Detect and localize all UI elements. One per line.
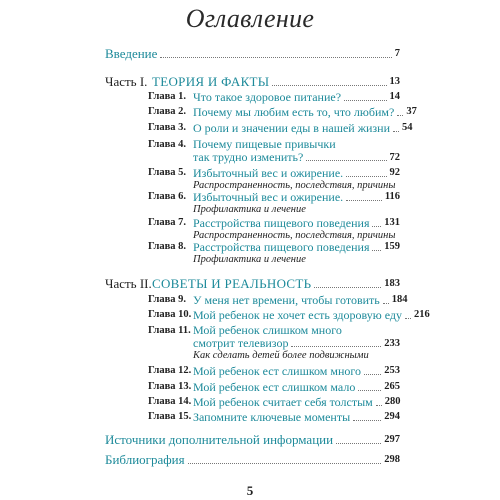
page-number: 5 <box>246 483 254 498</box>
toc-entry-title: Введение <box>105 46 158 61</box>
leader-dots <box>364 374 381 375</box>
chapter-page: 92 <box>389 167 400 178</box>
toc-chapter-12[interactable] <box>105 364 400 378</box>
toc-part-2[interactable] <box>105 277 400 291</box>
leader-dots <box>291 346 381 347</box>
leader-dots <box>376 405 382 406</box>
toc-entry-page: 7 <box>394 48 400 59</box>
chapter-page: 265 <box>384 381 400 392</box>
chapter-subtitle: Как сделать детей более подвижными <box>193 350 369 361</box>
leader-dots <box>372 226 381 227</box>
chapter-label: Глава 13. <box>148 381 192 392</box>
chapter-title: Мой ребенок ест слишком много <box>193 364 362 378</box>
chapter-title: О роли и значении еды в нашей жизни <box>193 121 391 135</box>
toc-chapter-2[interactable] <box>105 105 417 119</box>
chapter-label: Глава 4. <box>148 139 187 150</box>
toc-chapter-3[interactable] <box>105 121 413 135</box>
chapter-title: Мой ребенок не хочет есть здоровую еду <box>193 308 403 322</box>
leader-dots <box>358 390 381 391</box>
toc-chapter-10[interactable] <box>105 308 430 322</box>
chapter-title: Почему мы любим есть то, что любим? <box>193 105 395 119</box>
part-label: Часть I. <box>105 74 148 89</box>
toc-entry-bibliography[interactable] <box>105 453 400 467</box>
chapter-page: 184 <box>391 294 408 305</box>
toc-chapter-4[interactable] <box>105 138 400 164</box>
leader-dots <box>372 250 381 251</box>
chapter-label: Глава 5. <box>148 167 187 178</box>
leader-dots <box>160 57 391 58</box>
part-page: 13 <box>389 76 400 87</box>
chapter-title-line-1: Мой ребенок слишком много <box>193 323 342 337</box>
chapter-title: Расстройства пищевого поведения <box>193 216 370 230</box>
toc-entry-title: Библиография <box>105 452 185 467</box>
chapter-title-line-2: так трудно изменить? <box>193 150 304 164</box>
chapter-title: Мой ребенок считает себя толстым <box>193 395 373 409</box>
toc-chapter-15[interactable] <box>105 410 400 424</box>
leader-dots <box>272 85 386 86</box>
toc-chapter-1[interactable] <box>105 90 400 104</box>
leader-dots <box>188 463 382 464</box>
toc-chapter-7[interactable] <box>105 216 400 230</box>
leader-dots <box>353 420 381 421</box>
chapter-page: 14 <box>389 91 400 102</box>
toc-chapter-9[interactable] <box>105 293 408 307</box>
chapter-label: Глава 11. <box>148 325 191 336</box>
chapter-page: 116 <box>384 191 400 202</box>
toc-chapter-14[interactable] <box>105 395 400 409</box>
chapter-label: Глава 7. <box>148 217 187 228</box>
leader-dots <box>336 443 381 444</box>
chapter-subtitle: Распространенность, последствия, причины <box>193 180 396 191</box>
chapter-label: Глава 9. <box>148 294 187 305</box>
chapter-page: 159 <box>384 241 400 252</box>
toc-chapter-8[interactable] <box>105 240 400 254</box>
chapter-label: Глава 3. <box>148 122 187 133</box>
part-title: СОВЕТЫ И РЕАЛЬНОСТЬ <box>152 276 312 291</box>
chapter-subtitle: Профилактика и лечение <box>193 254 306 265</box>
toc-entry-title: Источники дополнительной информации <box>105 432 334 447</box>
chapter-label: Глава 14. <box>148 396 192 407</box>
chapter-title: Избыточный вес и ожирение. <box>193 166 344 180</box>
chapter-page: 294 <box>384 411 400 422</box>
chapter-label: Глава 1. <box>148 91 187 102</box>
chapter-title-line-1: Почему пищевые привычки <box>193 137 336 151</box>
chapter-title: Мой ребенок ест слишком мало <box>193 380 356 394</box>
chapter-title: Избыточный вес и ожирение. <box>193 190 344 204</box>
chapter-title: Расстройства пищевого поведения <box>193 240 370 254</box>
leader-dots <box>314 287 381 288</box>
leader-dots <box>393 131 399 132</box>
leader-dots <box>405 318 411 319</box>
chapter-page: 131 <box>384 217 400 228</box>
chapter-label: Глава 8. <box>148 241 187 252</box>
chapter-title: Запомните ключевые моменты <box>193 410 351 424</box>
leader-dots <box>346 176 386 177</box>
leader-dots <box>383 303 389 304</box>
toc-entry-sources[interactable] <box>105 433 400 447</box>
chapter-label: Глава 12. <box>148 365 192 376</box>
leader-dots <box>344 100 386 101</box>
chapter-page: 233 <box>384 338 400 349</box>
toc-part-1[interactable] <box>105 75 400 89</box>
toc-chapter-11[interactable] <box>105 324 400 350</box>
chapter-page: 72 <box>389 152 400 163</box>
chapter-page: 54 <box>402 122 413 133</box>
toc-chapter-6[interactable] <box>105 190 400 204</box>
toc-chapter-5[interactable] <box>105 166 400 180</box>
part-title: ТЕОРИЯ И ФАКТЫ <box>152 74 270 89</box>
chapter-title: Что такое здоровое питание? <box>193 90 342 104</box>
chapter-label: Глава 15. <box>148 411 192 422</box>
leader-dots <box>306 160 386 161</box>
chapter-page: 216 <box>414 309 430 320</box>
page-title: Оглавление <box>185 4 315 33</box>
chapter-label: Глава 2. <box>148 106 187 117</box>
chapter-subtitle: Распространенность, последствия, причины <box>193 230 396 241</box>
toc-entry-page: 298 <box>384 454 400 465</box>
part-page: 183 <box>384 278 400 289</box>
part-label: Часть II. <box>105 276 152 291</box>
chapter-label: Глава 10. <box>148 309 192 320</box>
chapter-page: 280 <box>384 396 401 407</box>
leader-dots <box>397 115 403 116</box>
leader-dots <box>346 200 382 201</box>
chapter-title: У меня нет времени, чтобы готовить <box>193 293 380 307</box>
chapter-subtitle: Профилактика и лечение <box>193 204 306 215</box>
toc-entry-intro[interactable] <box>105 47 400 61</box>
chapter-title-line-2: смотрит телевизор <box>193 336 289 350</box>
toc-chapter-13[interactable] <box>105 380 400 394</box>
chapter-page: 37 <box>406 106 417 117</box>
toc-entry-page: 297 <box>384 434 400 445</box>
chapter-label: Глава 6. <box>148 191 187 202</box>
chapter-page: 253 <box>384 365 400 376</box>
